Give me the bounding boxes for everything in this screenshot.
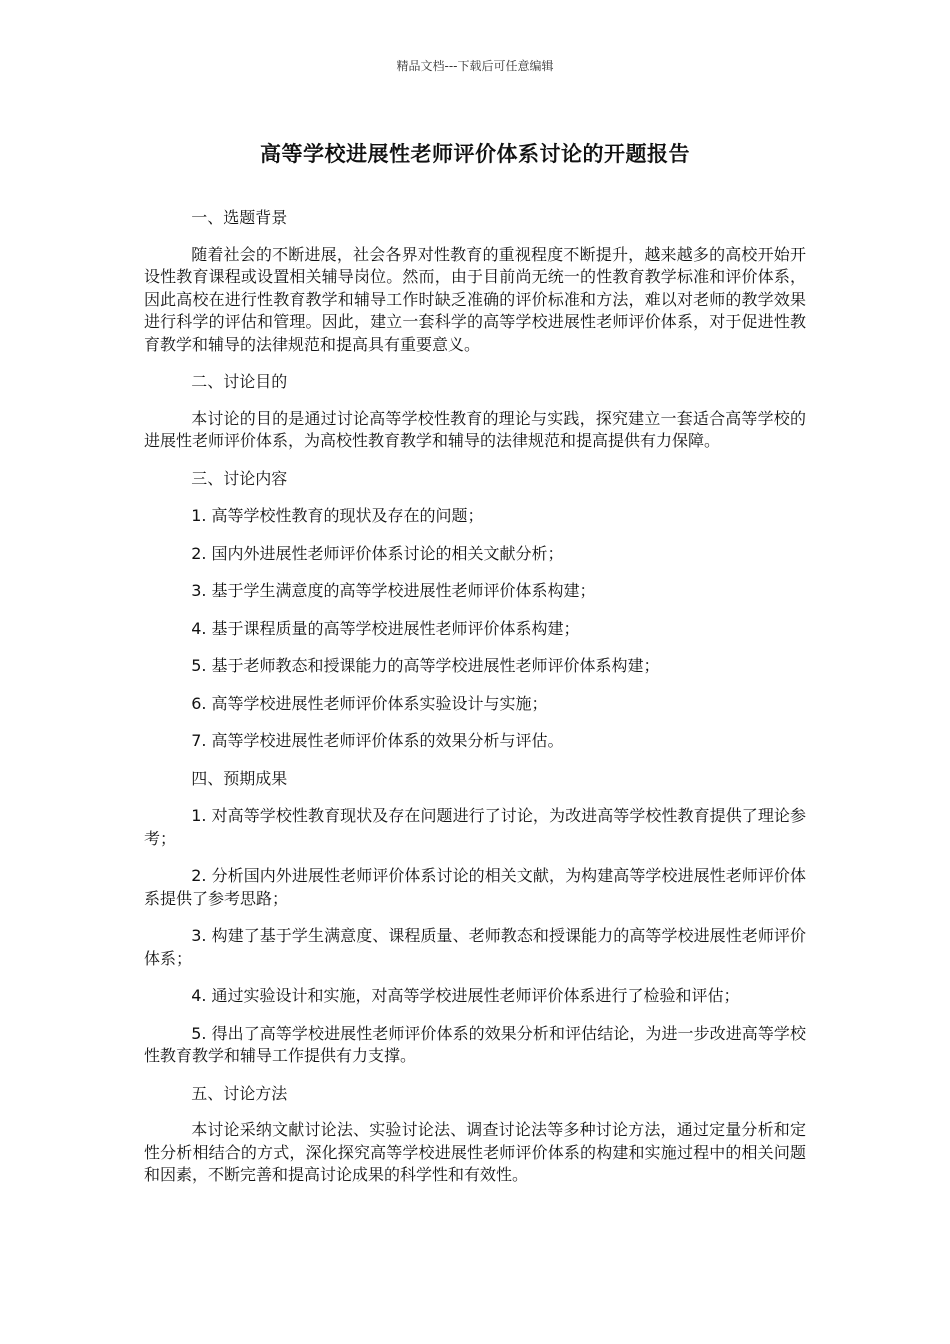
list-item: 4. 基于课程质量的高等学校进展性老师评价体系构建； (191, 618, 580, 638)
section-heading-content: 三、讨论内容 (191, 468, 288, 488)
list-item: 5. 得出了高等学校进展性老师评价体系的效果分析和评估结论，为进一步改进高等学校性教育教学和辅导工作提供有力支撑。 (144, 1023, 806, 1065)
list-item: 1. 高等学校性教育的现状及存在的问题； (191, 506, 484, 525)
paragraph-purpose: 本讨论的目的是通过讨论高等学校性教育的理论与实践，探究建立一套适合高等学校的进展性老师评价体系，为高校性教育教学和辅导的法律规范和提高提供有力保障。 (144, 408, 806, 450)
section-heading-methods: 五、讨论方法 (191, 1083, 288, 1103)
list-item: 2. 分析国内外进展性老师评价体系讨论的相关文献，为构建高等学校进展性老师评价体系提供了参考思路； (144, 866, 806, 908)
page-header: 精品文档---下载后可任意编辑 (396, 59, 554, 73)
list-item: 6. 高等学校进展性老师评价体系实验设计与实施； (191, 693, 548, 713)
list-item: 4. 通过实验设计和实施，对高等学校进展性老师评价体系进行了检验和评估； (191, 986, 740, 1005)
list-item: 3. 基于学生满意度的高等学校进展性老师评价体系构建； (191, 581, 596, 600)
section-heading-purpose: 二、讨论目的 (191, 372, 288, 391)
list-item: 7. 高等学校进展性老师评价体系的效果分析与评估。 (191, 731, 564, 750)
paragraph-background: 随着社会的不断进展，社会各界对性教育的重视程度不断提升，越来越多的高校开始开设性教育课程或设置相关辅导岗位。然而，由于目前尚无统一的性教育教学标准和评价体系，因此高校在进行性教育教学和辅导工作时缺乏准确的评价标准和方法，难以对老师的教学效果进行科学的评估和管理。因此，建立一套科学的高等学校进展性老师评价体系，对于促进性教育教学和辅导的法律规范和提高具有重要意义。 (144, 244, 806, 354)
list-item: 1. 对高等学校性教育现状及存在问题进行了讨论，为改进高等学校性教育提供了理论参考； (144, 806, 806, 848)
section-heading-background: 一、选题背景 (191, 208, 288, 227)
list-item: 2. 国内外进展性老师评价体系讨论的相关文献分析； (191, 543, 564, 563)
section-heading-outcomes: 四、预期成果 (191, 768, 288, 788)
document-title: 高等学校进展性老师评价体系讨论的开题报告 (260, 142, 690, 166)
paragraph-methods: 本讨论采纳文献讨论法、实验讨论法、调查讨论法等多种讨论方法，通过定量分析和定性分析相结合的方式，深化探究高等学校进展性老师评价体系的构建和实施过程中的相关问题和因素，不断完善和提高讨论成果的科学性和有效性。 (144, 1120, 806, 1184)
document-body (144, 207, 806, 1187)
list-item: 3. 构建了基于学生满意度、课程质量、老师教态和授课能力的高等学校进展性老师评价体系； (144, 926, 806, 968)
list-item: 5. 基于老师教态和授课能力的高等学校进展性老师评价体系构建； (191, 656, 660, 675)
